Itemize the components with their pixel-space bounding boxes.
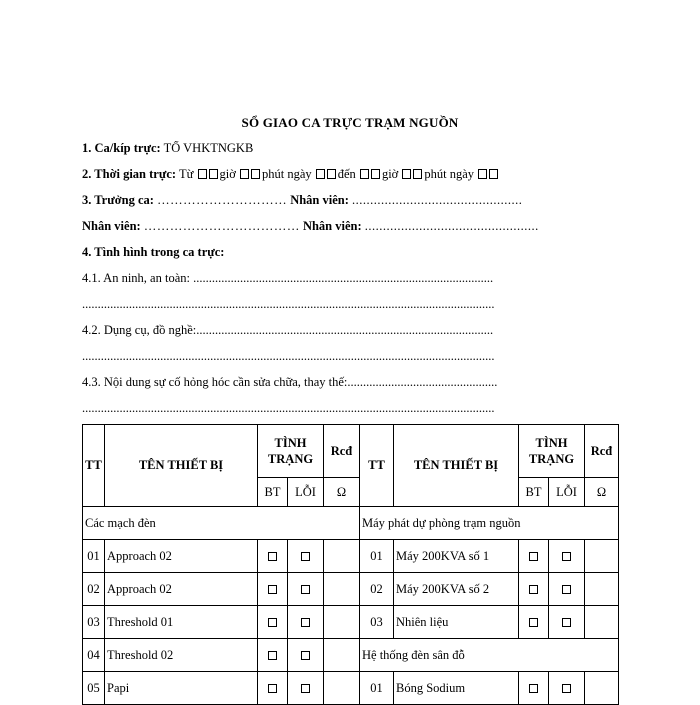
device-status-table [82,424,619,705]
device-name: Threshold 02 [105,639,258,672]
checkbox-icon [268,651,277,660]
table-row [83,573,619,606]
status-error-checkbox[interactable] [288,540,324,573]
resistance-cell[interactable] [324,606,360,639]
header-bt: BT [258,478,288,507]
day-box[interactable] [316,169,325,179]
table-row [83,639,619,672]
minute-box[interactable] [240,169,249,179]
hour-box[interactable] [371,169,380,179]
status-error-checkbox[interactable] [549,540,585,573]
header-device-name: TÊN THIẾT BỊ [105,425,258,507]
status-error-checkbox[interactable] [288,573,324,606]
header-tt: TT [360,425,394,507]
from-text: Từ [176,167,194,181]
checkbox-icon [529,552,538,561]
header-rcd: Rcđ [585,425,619,478]
resistance-cell[interactable] [324,540,360,573]
security-safety-line[interactable]: 4.1. An ninh, an toàn: ................................................................................................ [82,271,494,285]
status-ok-checkbox[interactable] [258,639,288,672]
duty-time-label: 2. Thời gian trực: [82,167,177,181]
minute-box[interactable] [402,169,411,179]
staff-label: Nhân viên: [290,193,349,207]
checkbox-icon [301,618,310,627]
checkbox-icon [562,585,571,594]
staff-label: Nhân viên: [302,219,362,233]
to-text: đến [337,167,356,181]
hour-box[interactable] [198,169,207,179]
header-device-name: TÊN THIẾT BỊ [394,425,519,507]
status-ok-checkbox[interactable] [519,606,549,639]
device-name: Nhiên liệu [394,606,519,639]
hour-text: giờ [381,167,399,181]
checkbox-icon [268,618,277,627]
header-tt: TT [83,425,105,507]
row-number: 02 [360,573,394,606]
checkbox-icon [301,651,310,660]
hour-box[interactable] [209,169,218,179]
checkbox-icon [529,684,538,693]
table-row [83,606,619,639]
row-number: 01 [83,540,105,573]
shift-line [82,141,542,156]
staff-line [82,219,542,234]
device-name: Approach 02 [105,540,258,573]
row-number: 05 [83,672,105,705]
status-error-checkbox[interactable] [288,639,324,672]
tools-continuation[interactable]: .................................................................................................................................... [82,349,495,363]
shift-leader-line [82,193,542,208]
staff-dots[interactable]: ……………………………… [143,219,300,233]
checkbox-icon [301,684,310,693]
table-row [83,540,619,573]
header-ohm: Ω [324,478,360,507]
status-ok-checkbox[interactable] [258,573,288,606]
header-status: TÌNH TRẠNG [519,425,585,478]
device-name: Máy 200KVA số 2 [394,573,519,606]
shift-leader-label: 3. Trưởng ca: [82,193,154,207]
resistance-cell[interactable] [585,540,619,573]
header-bt: BT [519,478,549,507]
device-name: Máy 200KVA số 1 [394,540,519,573]
staff-dots[interactable]: ................................................ [364,219,539,233]
shift-label: 1. Ca/kíp trực: [82,141,161,155]
row-number: 02 [83,573,105,606]
minute-box[interactable] [413,169,422,179]
day-box[interactable] [478,169,487,179]
tools-line[interactable]: 4.2. Dụng cụ, đồ nghề:............................................................................................... [82,323,494,337]
status-error-checkbox[interactable] [288,606,324,639]
duty-time-line [82,167,542,182]
section-apron-lighting: Hệ thống đèn sân đỗ [360,639,619,672]
checkbox-icon [301,585,310,594]
hour-box[interactable] [360,169,369,179]
hour-text: giờ [219,167,236,181]
checkbox-icon [268,552,277,561]
device-name: Approach 02 [105,573,258,606]
header-ohm: Ω [585,478,619,507]
device-name: Bóng Sodium [394,672,519,705]
security-safety-continuation[interactable]: .................................................................................................................................... [82,297,495,311]
minute-box[interactable] [251,169,260,179]
row-number: 01 [360,540,394,573]
row-number: 01 [360,672,394,705]
header-status: TÌNH TRẠNG [258,425,324,478]
document-title: SỔ GIAO CA TRỰC TRẠM NGUỒN [241,115,459,130]
status-error-checkbox[interactable] [549,573,585,606]
row-number: 04 [83,639,105,672]
day-box[interactable] [489,169,498,179]
header-error: LỖI [549,478,585,507]
checkbox-icon [268,585,277,594]
incident-continuation[interactable]: .................................................................................................................................... [82,401,495,415]
shift-value: TỔ VHKTNGKB [160,141,254,155]
day-box[interactable] [327,169,336,179]
resistance-cell[interactable] [585,606,619,639]
checkbox-icon [301,552,310,561]
checkbox-icon [268,684,277,693]
section-light-circuits: Các mạch đèn [83,507,360,540]
row-number: 03 [360,606,394,639]
status-ok-checkbox[interactable] [258,606,288,639]
header-rcd: Rcđ [324,425,360,478]
resistance-cell[interactable] [324,573,360,606]
checkbox-icon [529,618,538,627]
status-ok-checkbox[interactable] [258,540,288,573]
section-backup-generator: Máy phát dự phòng trạm nguồn [360,507,619,540]
device-name: Papi [105,672,258,705]
checkbox-icon [562,684,571,693]
staff-label: Nhân viên: [82,219,141,233]
header-error: LỖI [288,478,324,507]
shift-situation-heading: 4. Tình hình trong ca trực: [82,245,225,259]
resistance-cell[interactable] [585,573,619,606]
device-name: Threshold 01 [105,606,258,639]
status-ok-checkbox[interactable] [519,573,549,606]
shift-leader-dots[interactable]: ………………………… [157,193,288,207]
minute-day-text: phút ngày [424,167,475,181]
staff-dots[interactable]: ............................................... [352,193,523,207]
checkbox-icon [562,552,571,561]
resistance-cell[interactable] [324,639,360,672]
checkbox-icon [562,618,571,627]
minute-day-text: phút ngày [261,167,312,181]
incident-line[interactable]: 4.3. Nội dung sự cố hỏng hóc cần sửa chữa, thay thế:................................................ [82,375,498,389]
row-number: 03 [83,606,105,639]
checkbox-icon [529,585,538,594]
status-ok-checkbox[interactable] [519,540,549,573]
status-error-checkbox[interactable] [549,606,585,639]
